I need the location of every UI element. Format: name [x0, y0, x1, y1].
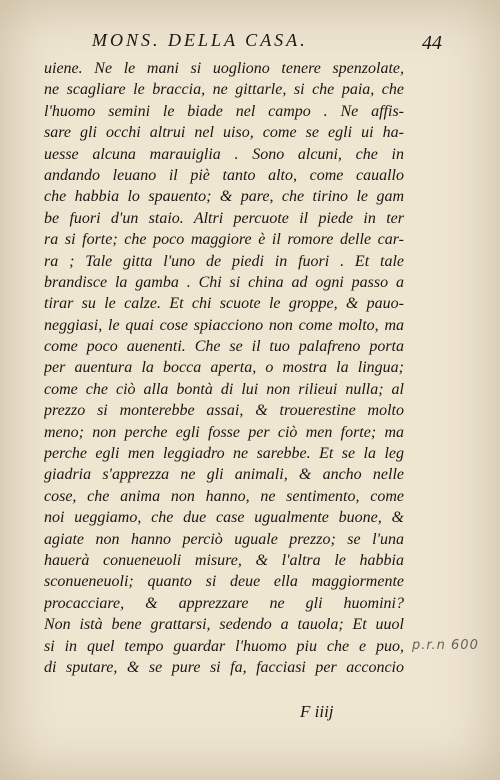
text-line: sare gli occhi altrui nel uiso, come se egli ui ha-	[44, 124, 404, 142]
text-line: ra ; Tale gitta l'uno de piedi in fuori . Et tale	[44, 252, 404, 270]
text-line: uesse alcuna marauiglia . Sono alcuni, che in	[44, 145, 404, 163]
text-line: giadria s'apprezza ne gli animali, & ancho nelle	[44, 466, 404, 484]
body-text	[44, 58, 404, 678]
text-line: prezzo si monterebbe assai, & trouerestine molto	[44, 402, 404, 420]
text-line: per auentura la bocca aperta, o mostra la lingua;	[44, 359, 404, 377]
text-line: brandisce la gamba . Chi si china ad ogni passo a	[44, 273, 404, 291]
text-line: cose, che anima non hanno, ne sentimento, come	[44, 487, 404, 505]
text-line: tirar su le calze. Et chi scuote le groppe, & pauo-	[44, 295, 404, 313]
text-line: agiate non hanno perciò uguale prezzo; se l'una	[44, 530, 404, 548]
text-line: ra si forte; che poco maggiore è il romore delle car-	[44, 231, 404, 249]
text-line: di sputare, & se pure si fa, facciasi per acconcio	[44, 658, 404, 676]
page-number: 44	[422, 32, 442, 54]
text-line: noi ueggiamo, che due case ugualmente buone, &	[44, 509, 404, 527]
text-line: be fuori d'un staio. Altri percuote il piede in ter	[44, 209, 404, 227]
text-line: perche egli men leggiadro ne sarebbe. Et se la leg	[44, 445, 404, 463]
text-line: hauerà conueneuoli misure, & l'altra le habbia	[44, 551, 404, 569]
page-header	[92, 30, 442, 60]
text-line: uiene. Ne le mani si uogliono tenere spenzolate,	[44, 60, 404, 77]
text-line: che habbia lo spauento; & pare, che tirino le gam	[44, 188, 404, 206]
text-line: ne scagliare le braccia, ne gittarle, si che paia, che	[44, 81, 404, 99]
text-line: sconueneuoli; quanto si deue ella maggiormente	[44, 573, 404, 591]
text-line: meno; non perche egli fosse per ciò men forte; ma	[44, 423, 404, 441]
text-line: Non istà bene grattarsi, sedendo a tauola; Et uuol	[44, 616, 404, 634]
text-line: l'huomo semini le biade nel campo . Ne affis-	[44, 102, 404, 120]
text-line: si in quel tempo guardar l'huomo piu che e puo,	[44, 637, 404, 655]
handwritten-marginal-note: p.r.n 600	[412, 638, 479, 653]
text-line: come che ciò alla bontà di lui non rilieui nulla; al	[44, 380, 404, 398]
text-line: procacciare, & apprezzare ne gli huomini?	[44, 594, 404, 612]
signature-mark: F iiij	[300, 702, 334, 721]
text-line: neggiasi, le quai cose spiacciono non come molto, ma	[44, 316, 404, 334]
text-line: come poco auenenti. Che se il tuo palafreno porta	[44, 338, 404, 356]
text-line: andando leuano il piè tanto alto, come cauallo	[44, 166, 404, 184]
running-title: MONS. DELLA CASA.	[92, 30, 308, 50]
